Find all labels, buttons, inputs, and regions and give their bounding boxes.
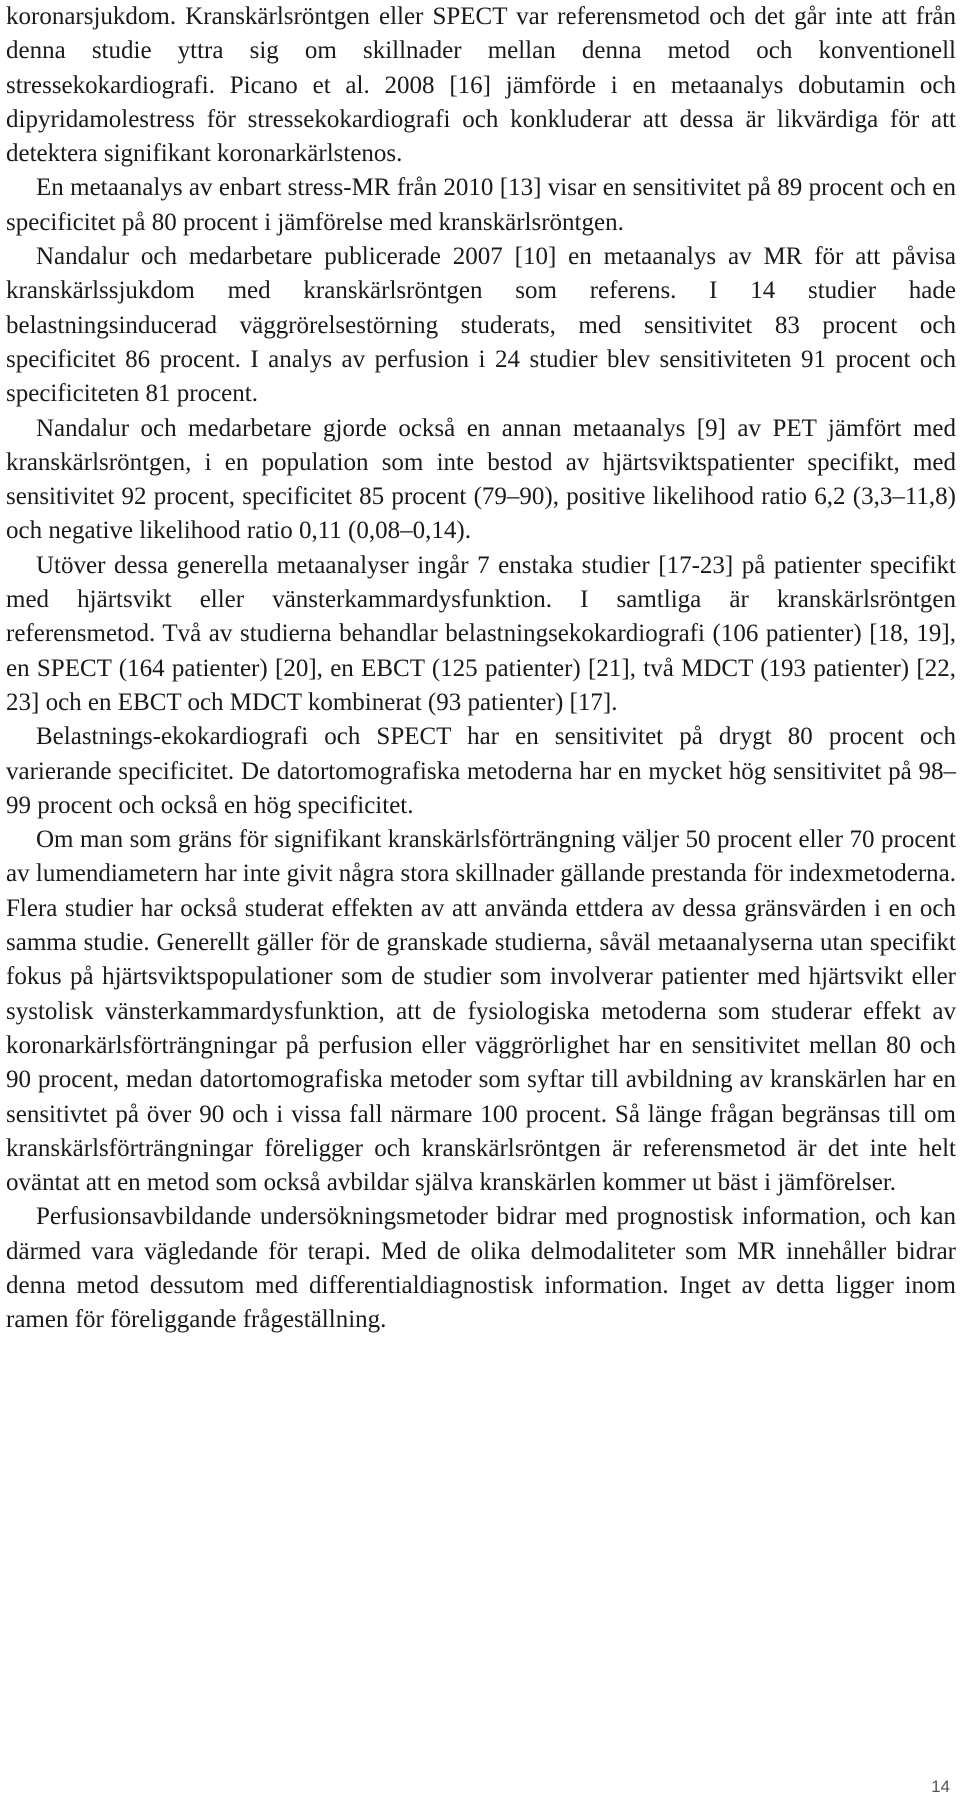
- paragraph: Nandalur och medarbetare publicerade 2007 [10] en metaanalys av MR för att påvisa kranskärlssjukdom med kranskärlsröntgen som referens. I 14 studier hade belastningsinducerad väggrörelsestörning studerats, med sensitivitet 83 procent och specificitet 86 procent. I analys av perfusion i 24 studier blev sensitiviteten 91 procent och specificiteten 81 procent.: [6, 243, 956, 408]
- paragraph: Nandalur och medarbetare gjorde också en annan metaanalys [9] av PET jämfört med kranskärlsröntgen, i en population som inte bestod av hjärtsviktspatienter specifikt, med sensitivitet 92 procent, specificitet 85 procent (79–90), positive likelihood ratio 6,2 (3,3–11,8) och negative likelihood ratio 0,11 (0,08–0,14).: [6, 414, 956, 545]
- paragraph: Belastnings-ekokardiografi och SPECT har en sensitivitet på drygt 80 procent och varierande specificitet. De datortomografiska metoderna har en mycket hög sensitivitet på 98–99 procent och också en hög specificitet.: [6, 723, 956, 819]
- paragraph: Utöver dessa generella metaanalyser ingår 7 enstaka studier [17-23] på patienter specifikt med hjärtsvikt eller vänsterkammardysfunktion. I samtliga är kranskärlsröntgen referensmetod. Två av studierna behandlar belastningsekokardiografi (106 patienter) [18, 19], en SPECT (164 patienter) [20], en EBCT (125 patienter) [21], två MDCT (193 patienter) [22, 23] och en EBCT och MDCT kombinerat (93 patienter) [17].: [6, 551, 956, 716]
- paragraph: En metaanalys av enbart stress-MR från 2010 [13] visar en sensitivitet på 89 procent och en specificitet på 80 procent i jämförelse med kranskärlsröntgen.: [6, 174, 956, 236]
- paragraph: Om man som gräns för signifikant kranskärlsförträngning väljer 50 procent eller 70 procent av lumendiametern har inte givit några stora skillnader gällande prestanda för indexmetoderna. Flera studier har också studerat effekten av att använda ettdera av dessa gränsvärden i en och samma studie. Generellt gäller för de granskade studierna, såväl metaanalyserna utan specifikt fokus på hjärtsviktspopulationer som de studier som involverar patienter med hjärtsvikt eller systolisk vänsterkammardysfunktion, att de fysiologiska metoderna som studerar effekt av koronarkärlsförträngningar på perfusion eller väggrörlighet har en sensitivitet mellan 80 och 90 procent, medan datortomografiska metoder som syftar till avbildning av kranskärlen har en sensitivtet på över 90 och i vissa fall närmare 100 procent. Så länge frågan begränsas till om kranskärlsförträngningar föreligger och kranskärlsröntgen är referensmetod är det inte helt oväntat att en metod som också avbildar själva kranskärlen kommer ut bäst i jämförelser.: [6, 826, 956, 1197]
- page-number: 14: [931, 1777, 950, 1796]
- document-body: [6, 0, 956, 1338]
- paragraph: Perfusionsavbildande undersökningsmetoder bidrar med prognostisk information, och kan därmed vara vägledande för terapi. Med de olika delmodaliteter som MR innehåller bidrar denna metod dessutom med differentialdiagnostisk information. Inget av detta ligger inom ramen för föreliggande frågeställning.: [6, 1203, 956, 1334]
- paragraph: koronarsjukdom. Kranskärlsröntgen eller SPECT var referensmetod och det går inte att från denna studie yttra sig om skillnader mellan denna metod och konventionell stressekokardiografi. Picano et al. 2008 [16] jämförde i en metaanalys dobutamin och dipyridamolestress för stressekokardiografi och konkluderar att dessa är likvärdiga för att detektera signifikant koronarkärlstenos.: [6, 3, 956, 168]
